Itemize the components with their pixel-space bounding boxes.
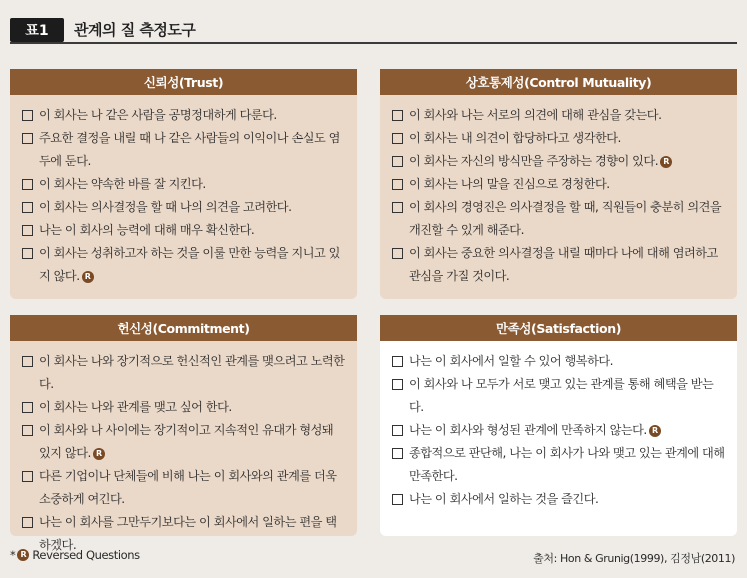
checklist-item-text-wrap	[39, 196, 347, 219]
source-citation: 출처: Hon & Grunig(1999), 김정남(2011)	[533, 552, 735, 565]
checkbox-square-icon	[392, 110, 403, 121]
checklist-item-text-wrap	[39, 127, 347, 173]
checkbox-square-icon	[22, 425, 33, 436]
checkbox-square-icon	[22, 356, 33, 367]
checklist-item	[22, 419, 347, 465]
checklist-item-text: 이 회사는 성취하고자 하는 것을 이룰 만한 능력을 지니고 있지 않다.	[39, 246, 340, 283]
checklist-item-text: 다른 기업이나 단체들에 비해 나는 이 회사와의 관계를 더욱 소중하게 여긴다.	[39, 469, 337, 506]
checklist-item-text-wrap	[39, 350, 347, 396]
checklist-item	[392, 242, 727, 288]
card-commitment	[10, 315, 357, 552]
checklist-item-text: 이 회사는 나와 관계를 맺고 싶어 한다.	[39, 400, 232, 414]
card-control-mutuality	[380, 69, 737, 299]
reversed-icon: R	[649, 425, 661, 437]
table-title-bar	[10, 14, 737, 44]
card-item-list	[380, 341, 737, 511]
checklist-item	[22, 127, 347, 173]
card-item-list	[10, 341, 357, 557]
checkbox-square-icon	[22, 225, 33, 236]
card-title: 헌신성(Commitment)	[10, 315, 357, 341]
reversed-icon: R	[660, 156, 672, 168]
checkbox-square-icon	[22, 202, 33, 213]
checklist-item	[392, 442, 727, 488]
checklist-item-text: 이 회사의 경영진은 의사결정을 할 때, 직원들이 충분히 의견을 개진할 수 있게 해준다.	[409, 200, 722, 237]
checklist-item-text: 이 회사는 나와 장기적으로 헌신적인 관계를 맺으려고 노력한다.	[39, 354, 345, 391]
checkbox-square-icon	[22, 517, 33, 528]
checkbox-square-icon	[392, 356, 403, 367]
checklist-item-text-wrap	[409, 242, 727, 288]
card-item-list	[380, 95, 737, 288]
checklist-item-text: 나는 이 회사의 능력에 대해 매우 확신한다.	[39, 223, 255, 237]
checklist-item	[22, 196, 347, 219]
checklist-item	[392, 104, 727, 127]
checklist-item-text-wrap	[409, 488, 727, 511]
checkbox-square-icon	[392, 494, 403, 505]
checkbox-square-icon	[392, 379, 403, 390]
checklist-item-text: 이 회사는 나 같은 사람을 공명정대하게 다룬다.	[39, 108, 277, 122]
checklist-item	[392, 173, 727, 196]
checklist-item-text: 종합적으로 판단해, 나는 이 회사가 나와 맺고 있는 관계에 대해 만족한다.	[409, 446, 725, 483]
checkbox-square-icon	[22, 402, 33, 413]
checkbox-square-icon	[22, 133, 33, 144]
checklist-item-text-wrap	[409, 442, 727, 488]
checklist-item-text-wrap	[39, 419, 347, 465]
checklist-item-text: 나는 이 회사와 형성된 관계에 만족하지 않는다.	[409, 423, 647, 437]
checklist-item-text-wrap	[409, 104, 727, 127]
checklist-item	[22, 173, 347, 196]
checklist-item	[22, 465, 347, 511]
checklist-item	[392, 150, 727, 173]
checklist-item-text: 이 회사는 의사결정을 할 때 나의 의견을 고려한다.	[39, 200, 292, 214]
card-title: 상호통제성(Control Mutuality)	[380, 69, 737, 95]
footnote-asterisk: *	[10, 548, 16, 562]
checklist-item	[392, 350, 727, 373]
checklist-item	[22, 219, 347, 242]
checkbox-square-icon	[22, 179, 33, 190]
checklist-item-text-wrap	[409, 196, 727, 242]
checklist-item-text: 나는 이 회사를 그만두기보다는 이 회사에서 일하는 편을 택하겠다.	[39, 515, 337, 552]
checklist-item-text: 이 회사와 나는 서로의 의견에 대해 관심을 갖는다.	[409, 108, 662, 122]
checklist-item-text: 나는 이 회사에서 일하는 것을 즐긴다.	[409, 492, 599, 506]
table-title: 관계의 질 측정도구	[74, 21, 196, 39]
checklist-item-text-wrap	[39, 465, 347, 511]
checklist-item-text-wrap	[39, 173, 347, 196]
checkbox-square-icon	[392, 248, 403, 259]
checklist-item	[392, 419, 727, 442]
checklist-item	[392, 373, 727, 419]
checklist-item-text: 이 회사와 나 사이에는 장기적이고 지속적인 유대가 형성돼 있지 않다.	[39, 423, 334, 460]
checklist-item-text: 이 회사와 나 모두가 서로 맺고 있는 관계를 통해 혜택을 받는다.	[409, 377, 714, 414]
checklist-item-text-wrap	[409, 173, 727, 196]
checklist-item-text-wrap	[39, 242, 347, 288]
checklist-item-text-wrap	[409, 419, 727, 442]
checkbox-square-icon	[392, 156, 403, 167]
checklist-item-text-wrap	[409, 127, 727, 150]
checklist-item-text: 이 회사는 약속한 바를 잘 지킨다.	[39, 177, 206, 191]
checklist-item-text: 이 회사는 나의 말을 진심으로 경청한다.	[409, 177, 610, 191]
checklist-item-text: 이 회사는 내 의견이 합당하다고 생각한다.	[409, 131, 621, 145]
card-title: 만족성(Satisfaction)	[380, 315, 737, 341]
checklist-item	[22, 350, 347, 396]
checklist-item-text-wrap	[39, 219, 347, 242]
card-item-list	[10, 95, 357, 288]
footnote-text: Reversed Questions	[32, 548, 140, 562]
checklist-item-text: 주요한 결정을 내릴 때 나 같은 사람들의 이익이나 손실도 염두에 둔다.	[39, 131, 340, 168]
checklist-item-text: 나는 이 회사에서 일할 수 있어 행복하다.	[409, 354, 613, 368]
checkbox-square-icon	[22, 471, 33, 482]
checklist-item	[22, 104, 347, 127]
checkbox-square-icon	[392, 448, 403, 459]
reversed-icon: R	[93, 448, 105, 460]
checklist-item-text-wrap	[39, 396, 347, 419]
card-trust	[10, 69, 357, 299]
checklist-item-text-wrap	[409, 350, 727, 373]
checkbox-square-icon	[392, 133, 403, 144]
checklist-item-text-wrap	[39, 104, 347, 127]
checklist-item	[22, 242, 347, 288]
checkbox-square-icon	[392, 425, 403, 436]
checklist-item-text-wrap	[409, 373, 727, 419]
checklist-item-text: 이 회사는 자신의 방식만을 주장하는 경향이 있다.	[409, 154, 659, 168]
reversed-icon: R	[17, 549, 29, 561]
card-satisfaction	[380, 315, 737, 536]
checklist-item-text: 이 회사는 중요한 의사결정을 내릴 때마다 나에 대해 염려하고 관심을 가질 것이다.	[409, 246, 718, 283]
checklist-item	[392, 488, 727, 511]
checkbox-square-icon	[22, 110, 33, 121]
card-title: 신뢰성(Trust)	[10, 69, 357, 95]
checkbox-square-icon	[392, 179, 403, 190]
checklist-item	[392, 127, 727, 150]
table-number-badge: 표1	[10, 18, 64, 42]
checkbox-square-icon	[392, 202, 403, 213]
checklist-item-text-wrap	[409, 150, 727, 173]
checkbox-square-icon	[22, 248, 33, 259]
checklist-item	[392, 196, 727, 242]
reversed-icon: R	[82, 271, 94, 283]
footnote	[10, 548, 140, 562]
checklist-item	[22, 396, 347, 419]
